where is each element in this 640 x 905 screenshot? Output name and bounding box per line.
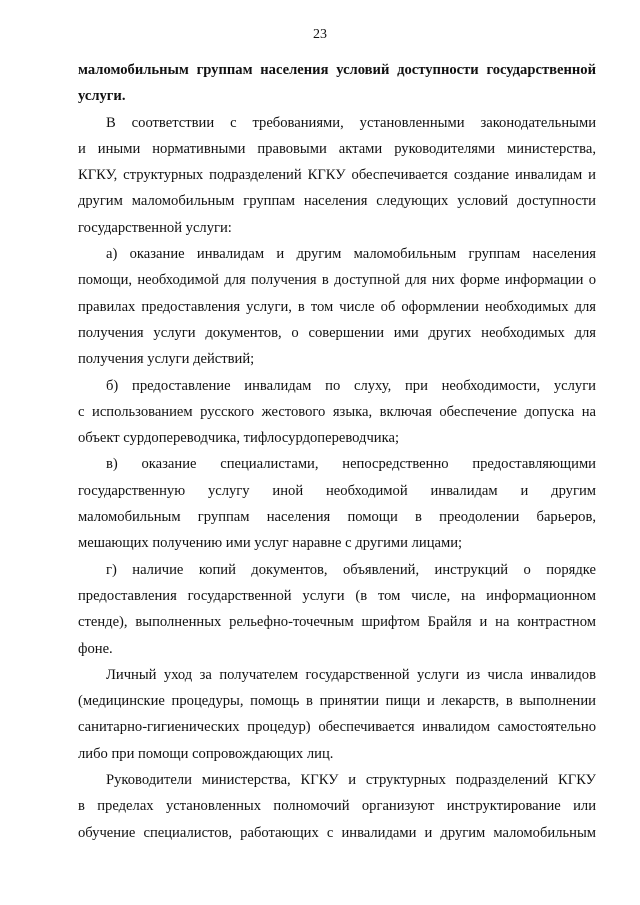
document-body <box>78 57 596 846</box>
list-item-a-line: а) оказание инвалидам и другим маломобильным группам населения <box>106 246 596 263</box>
paragraph-line: в пределах установленных полномочий организуют инструктирование или <box>78 798 596 815</box>
list-item-b-line: объект сурдопереводчика, тифлосурдопереводчика; <box>78 430 399 447</box>
paragraph-line: и иными нормативными правовыми актами руководителями министерства, <box>78 140 596 157</box>
paragraph-line: государственной услуги: <box>78 219 232 236</box>
list-item-b-line: б) предоставление инвалидам по слуху, при необходимости, услуги <box>106 377 596 394</box>
list-item-v-line: в) оказание специалистами, непосредственно предоставляющими <box>106 456 596 473</box>
paragraph-line: В соответствии с требованиями, установленными законодательными <box>106 114 596 131</box>
heading-continuation-line: маломобильным группам населения условий доступности государственной <box>78 62 596 78</box>
paragraph-line: либо при помощи сопровождающих лиц. <box>78 745 334 762</box>
paragraph-line: санитарно-гигиенических процедур) обеспечивается инвалидом самостоятельно <box>78 719 596 736</box>
list-item-v-line: государственную услугу иной необходимой инвалидам и другим <box>78 482 596 499</box>
list-item-a-line: получения услуги документов, о совершении ими других необходимых для <box>78 324 596 341</box>
paragraph-line: КГКУ, структурных подразделений КГКУ обеспечивается создание инвалидам и <box>78 167 596 184</box>
list-item-v-line: маломобильным группам населения помощи в преодолении барьеров, <box>78 509 596 526</box>
list-item-a-line: получения услуги действий; <box>78 351 255 368</box>
page-number: 23 <box>313 27 327 42</box>
list-item-b-line: с использованием русского жестового языка, включая обеспечение допуска на <box>78 403 596 420</box>
list-item-g-line: фоне. <box>78 640 113 657</box>
paragraph-line: (медицинские процедуры, помощь в принятии пищи и лекарств, в выполнении <box>78 693 596 710</box>
paragraph-line: Руководители министерства, КГКУ и структурных подразделений КГКУ <box>106 772 596 789</box>
list-item-g-line: стенде), выполненных рельефно-точечным шрифтом Брайля и на контрастном <box>78 614 596 631</box>
list-item-v-line: мешающих получению ими услуг наравне с другими лицами; <box>78 535 463 552</box>
heading-continuation-line: услуги. <box>78 88 126 105</box>
paragraph-line: другим маломобильным группам населения следующих условий доступности <box>78 193 596 210</box>
list-item-g-line: предоставления государственной услуги (в том числе, на информационном <box>78 587 596 604</box>
paragraph-line: Личный уход за получателем государственной услуги из числа инвалидов <box>106 666 596 683</box>
paragraph-line: обучение специалистов, работающих с инвалидами и другим маломобильным <box>78 824 596 841</box>
list-item-g-line: г) наличие копий документов, объявлений, инструкций о порядке <box>106 561 596 578</box>
list-item-a-line: помощи, необходимой для получения в доступной для них форме информации о <box>78 272 596 289</box>
list-item-a-line: правилах предоставления услуги, в том числе об оформлении необходимых для <box>78 298 596 315</box>
